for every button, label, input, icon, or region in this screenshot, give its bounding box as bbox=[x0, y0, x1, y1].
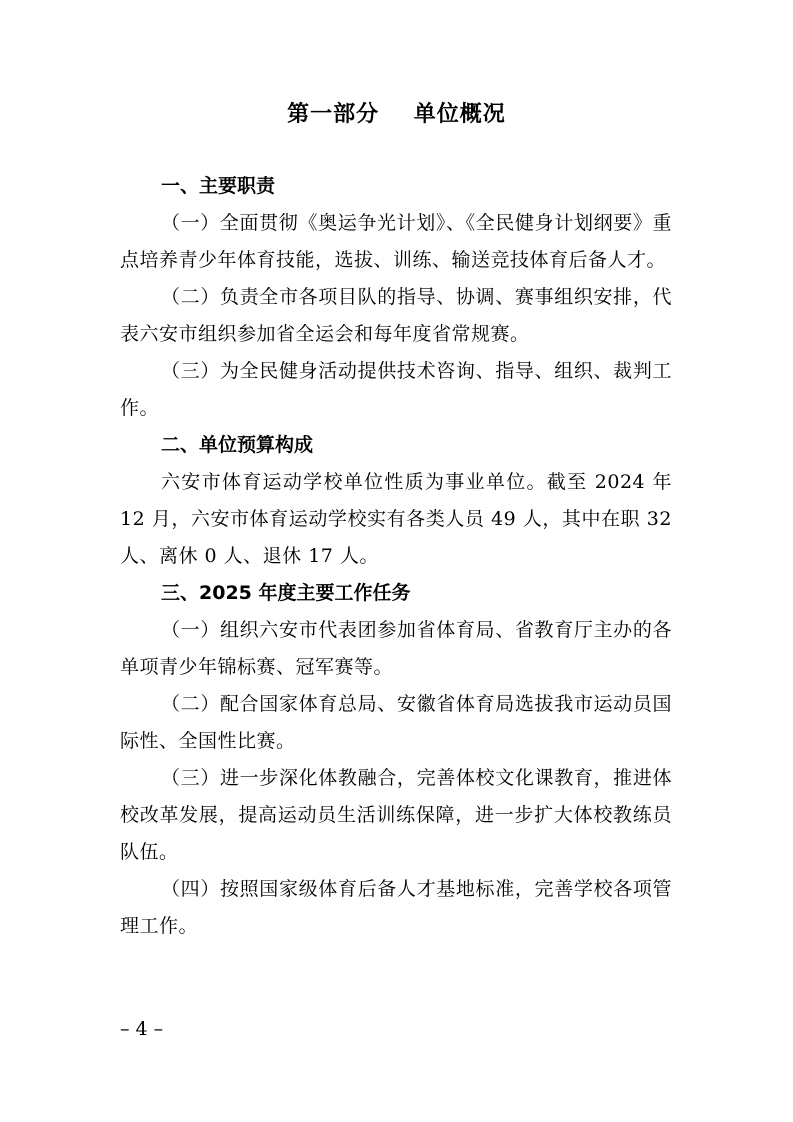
section-budget-composition bbox=[120, 427, 672, 575]
page-number: – 4 – bbox=[120, 1018, 164, 1040]
section-heading: 一、主要职责 bbox=[161, 175, 276, 197]
section-annual-tasks bbox=[120, 575, 672, 945]
paragraph: （一）组织六安市代表团参加省体育局、省教育厅主办的各单项青少年锦标赛、冠军赛等。 bbox=[120, 619, 672, 678]
section-heading: 三、2025 年度主要工作任务 bbox=[161, 582, 411, 604]
paragraph: （三）为全民健身活动提供技术咨询、指导、组织、裁判工作。 bbox=[120, 360, 672, 419]
paragraph: （三）进一步深化体教融合，完善体校文化课教育，推进体校改革发展，提高运动员生活训练保障，进一步扩大体校教练员队伍。 bbox=[120, 767, 672, 863]
paragraph: （四）按照国家级体育后备人才基地标准，完善学校各项管理工作。 bbox=[120, 878, 672, 937]
paragraph: （二）负责全市各项目队的指导、协调、赛事组织安排，代表六安市组织参加省全运会和每年度省常规赛。 bbox=[120, 286, 672, 345]
document-body bbox=[120, 168, 672, 945]
section-main-duties bbox=[120, 168, 672, 427]
paragraph: 六安市体育运动学校单位性质为事业单位。截至 2024 年 12 月，六安市体育运动学校实有各类人员 49 人，其中在职 32 人、离休 0 人、退休 17 人。 bbox=[120, 471, 672, 567]
page-title: 第一部分 单位概况 bbox=[287, 102, 506, 127]
section-heading: 二、单位预算构成 bbox=[161, 434, 314, 456]
paragraph: （一）全面贯彻《奥运争光计划》、《全民健身计划纲要》重点培养青少年体育技能，选拔、训练、输送竞技体育后备人才。 bbox=[120, 212, 672, 271]
paragraph: （二）配合国家体育总局、安徽省体育局选拔我市运动员国际性、全国性比赛。 bbox=[120, 693, 672, 752]
